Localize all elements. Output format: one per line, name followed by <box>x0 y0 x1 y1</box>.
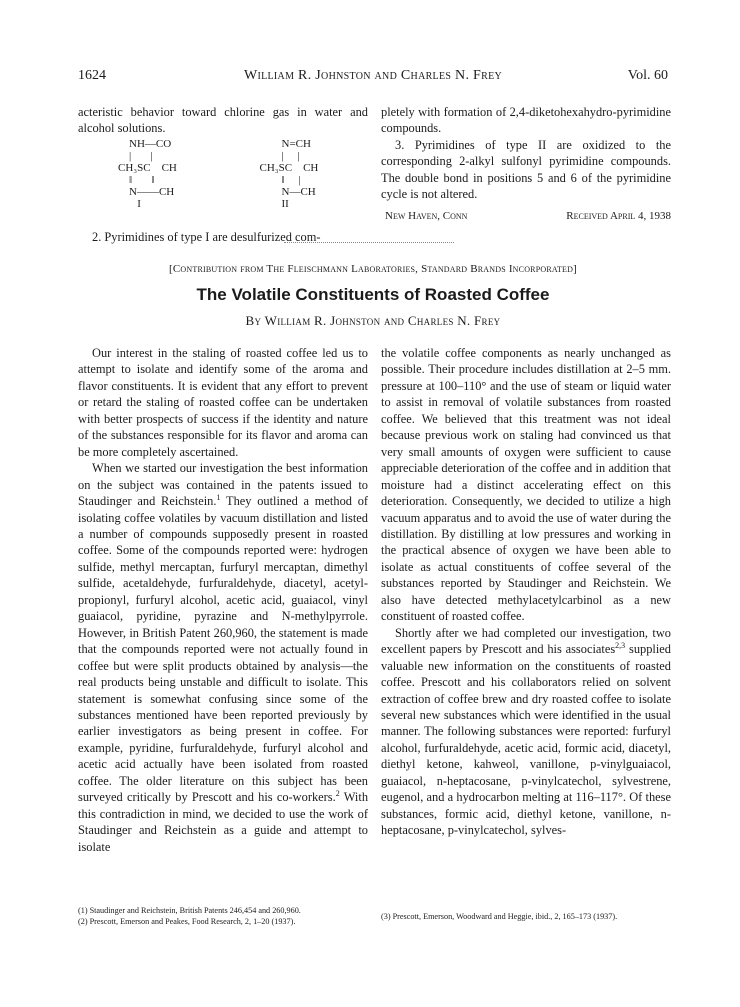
paragraph-2-text-c: With this contradiction in mind, we decided to use the work of Staudinger and Reichstein as a guide and attempt to isolate <box>78 790 369 854</box>
paragraph-1: Our interest in the staling of roasted coffee led us to attempt to isolate and identify some of the aroma and flavor constituents. It is evident that any effort to prevent or retard the staling of roasted coffee can be undertaken with better prospects of success if the identity and nature of the substances responsible for its flavor and aroma can be more completely ascertained. <box>78 346 368 459</box>
previous-article-paragraph: acteristic behavior toward chlorine gas in water and alcohol solutions. <box>78 105 368 136</box>
footnote-1: (1) Staudinger and Reichstein, British Patents 246,454 and 260,960. <box>78 906 301 915</box>
footnote-3: (3) Prescott, Emerson, Woodward and Heggie, ibid., 2, 165–173 (1937). <box>381 912 618 921</box>
pyrimidine-structure-type-ii: N=CH | | CH₃SC CH ‖ | N—CH II <box>259 138 319 210</box>
footnote-ref-1: 1 <box>216 492 221 502</box>
footnote-ref-2: 2 <box>335 789 340 799</box>
volume-number: Vol. 60 <box>627 68 668 83</box>
article-right-column <box>381 345 671 839</box>
conclusion-item-2-continued: pletely with formation of 2,4-diketohexahydro-pyrimidine compounds. <box>381 105 671 136</box>
paragraph-2 <box>78 460 368 855</box>
footnote-ref-2-3: 2,3 <box>615 641 626 651</box>
conclusion-item-3: 3. Pyrimidines of type II are oxidized to the corresponding 2-alkyl sulfonyl pyrimidine compounds. The double bond in positions 5 and 6 of the pyrimidine cycle is not altered. <box>381 137 671 202</box>
contribution-note: [Contribution from The Fleischmann Laboratories, Standard Brands Incorporated] <box>169 263 577 275</box>
conclusion-item-2: 2. Pyrimidines of type I are desulfurized com- <box>92 229 321 244</box>
received-date: Received April 4, 1938 <box>566 210 671 222</box>
paragraph-2-text-a: When we started our investigation the best information on the subject was contained in the patents issued to Staudinger and Reichstein. <box>78 461 368 509</box>
running-header <box>78 68 668 88</box>
running-title: William R. Johnston and Charles N. Frey <box>243 68 503 83</box>
paragraph-4-text-a: Shortly after we had completed our investigation, two excellent papers by Prescott and his associates <box>381 625 671 657</box>
previous-article-right-column <box>381 104 671 203</box>
footnote-2: (2) Prescott, Emerson and Peakes, Food Research, 2, 1–20 (1937). <box>78 916 296 926</box>
page-number: 1624 <box>78 68 106 83</box>
section-divider <box>284 242 454 243</box>
article-left-column <box>78 345 368 855</box>
place-name: New Haven, Conn <box>385 210 468 222</box>
paragraph-4 <box>381 625 671 839</box>
article-title: The Volatile Constituents of Roasted Coffee <box>196 285 550 304</box>
paragraph-2-text-b: They outlined a method of isolating coffee volatiles by vacuum distillation and listed a number of compounds supposedly present in roasted coffee. Some of the compounds reported were: hydrogen sulfide, methyl mercaptan, furfuryl mercaptan, dimethyl sulfide, acetaldehyde, furfuraldehyde, diacetyl, acetyl-propionyl, furfuryl alcohol, acetic acid, guaiacol, vinyl guaiacol, pyridine, pyrazine and N-methylpyrrole. However, in British Patent 260,960, the statement is made that the compounds reported were not actually found in coffee but were split products obtained by analysis—the real products being unstable and difficult to isolate. This statement is somewhat confusing since some of the substances mentioned have been reported previously by earlier investigators as being present in coffee. For example, pyridine, furfuraldehyde, furfuryl alcohol and acetic acid actually have been isolated from roasted coffee. The older literature on this subject has been surveyed critically by Prescott and his co-workers. <box>78 494 369 805</box>
footnotes-left <box>78 906 368 927</box>
pyrimidine-structure-type-i: NH—CO | | CH₃SC CH ‖ ‖ N——CH I <box>118 138 177 210</box>
article-byline: By William R. Johnston and Charles N. Frey <box>245 313 501 328</box>
paragraph-4-text-b: supplied valuable new information on the constituents of roasted coffee. Prescott and his collaborators relied on solvent extraction of coffee brew and dry roasted coffee to isolate several new substances which were identified in the usual manner. The following substances were reported: furfuryl alcohol, furfuraldehyde, acetic acid, formic acid, diacetyl, diethyl ketone, kahweol, vanillone, p-vinylguaiacol, guaiacol, n-heptacosane, p-vinylcatechol, sylvestrene, eugenol, and a hydrocarbon melting at 116–117°. Of these substances, formic acid, diethyl ketone, vanillone, n-heptacosane, p-vinylcatechol, sylves- <box>381 642 671 838</box>
footnotes-right <box>381 912 671 923</box>
paragraph-3: the volatile coffee components as nearly unchanged as possible. Their procedure includes distillation at 2–5 mm. pressure at 100–110° and the use of steam or liquid water to assist in removal of volatile substances from roasted coffee. We believed that this treatment was not ideal because previous work on staling had convinced us that very small amounts of oxygen were sufficient to cause appreciable deterioration of the coffee and in addition that moisture had a distinct accelerating effect on this deterioration. Consequently, we decided to utilize a high vacuum apparatus and to avoid the use of water during the distillation. By distilling at low pressures and working in the practical absence of oxygen we have been able to isolate as actual constituents of coffee several of the substances reported by Staudinger and Reichstein. We also have detected methylacetylcarbinol as a new constituent of roasted coffee. <box>381 346 671 624</box>
